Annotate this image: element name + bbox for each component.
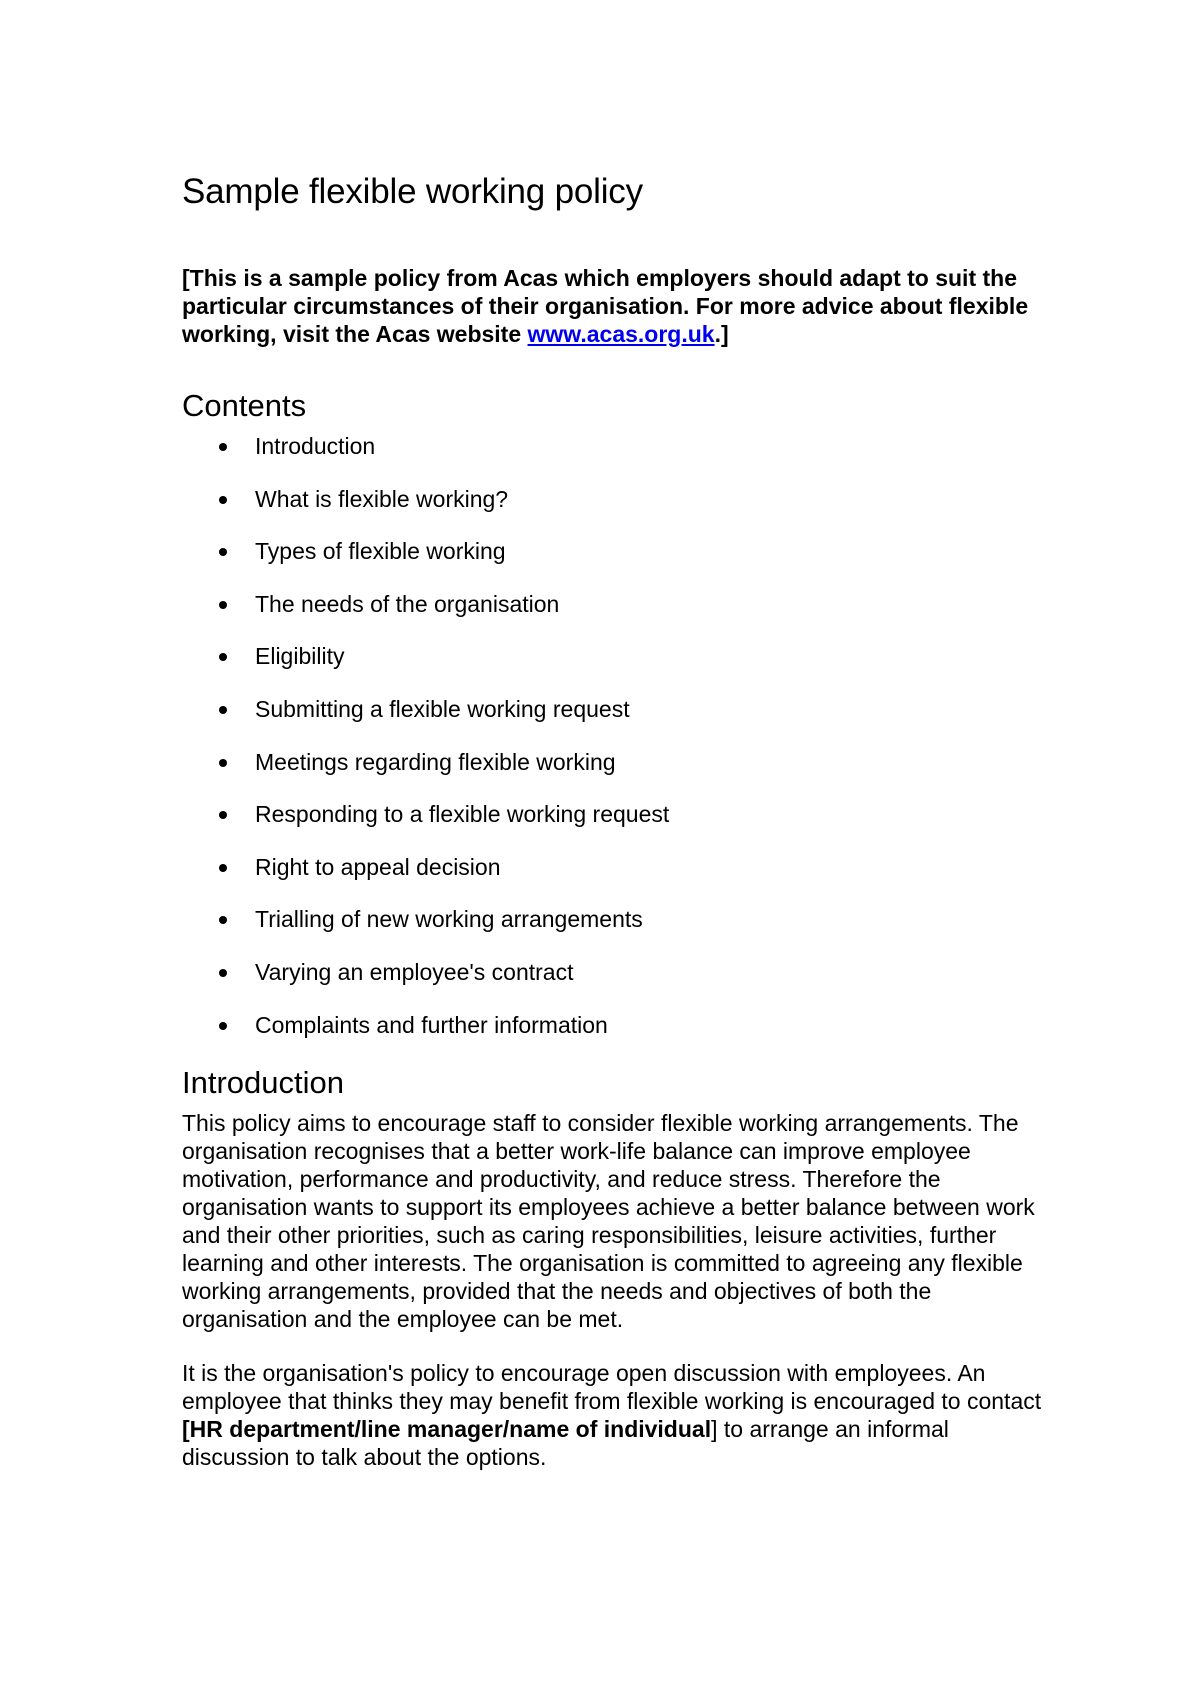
bullet-icon [219,969,227,977]
contents-item-label: Varying an employee's contract [255,958,574,985]
contents-item-label: Complaints and further information [255,1011,608,1038]
contents-item-label: What is flexible working? [255,485,509,512]
contents-item-label: Introduction [255,433,376,459]
bullet-icon [219,496,227,504]
contents-item-label: Eligibility [255,643,345,670]
bullet-icon [219,653,227,661]
list-item [182,537,1042,565]
list-item [182,853,1042,881]
list-item [182,905,1042,933]
contact-placeholder: [HR department/line manager/name of individual [182,1416,712,1443]
paragraph-2-text-before: It is the organisation's policy to encourage open discussion with employees. An employee that thinks they may benefit from flexible working is encouraged to contact [182,1360,1042,1415]
sample-policy-note [182,264,1042,348]
note-text-before: [This is a sample policy from Acas which employers should adapt to suit the particular circumstances of their organisation. For more advice about flexible working, visit the Acas website [182,265,1029,347]
bullet-icon [219,864,227,872]
bullet-icon [219,811,227,819]
bullet-icon [219,916,227,924]
bullet-icon [219,548,227,556]
note-text-after: .] [714,321,729,347]
list-item [182,695,1042,723]
introduction-paragraph-1: This policy aims to encourage staff to consider flexible working arrangements. The organisation recognises that a better work-life balance can improve employee motivation, performance and productivity, and reduce stress. Therefore the organisation wants to support its employees achieve a better balance between work and their other priorities, such as caring responsibilities, leisure activities, further learning and other interests. The organisation is committed to agreeing any flexible working arrangements, provided that the needs and objectives of both the organisation and the employee can be met. [182,1110,1035,1333]
bullet-icon [219,443,227,451]
list-item [182,590,1042,618]
acas-website-link[interactable]: www.acas.org.uk [527,321,715,347]
list-item [182,485,1042,513]
bullet-icon [219,759,227,767]
contents-heading: Contents [182,388,307,423]
list-item [182,432,1042,460]
bullet-icon [219,1022,227,1030]
introduction-heading: Introduction [182,1065,344,1101]
bullet-icon [219,706,227,714]
contents-item-label: The needs of the organisation [255,590,560,617]
list-item [182,800,1042,828]
contents-item-label: Submitting a flexible working request [255,695,630,722]
page-title: Sample flexible working policy [182,172,643,211]
paragraph-2-text-after: ] to arrange an informal discussion to talk about the options. [182,1416,949,1471]
contents-list [182,432,1042,1039]
contents-item-label: Types of flexible working [255,538,506,565]
contents-item-label: Responding to a flexible working request [255,801,670,828]
list-item [182,1011,1042,1039]
list-item [182,958,1042,986]
list-item [182,642,1042,670]
contents-item-label: Right to appeal decision [255,853,501,880]
document-page [182,168,1042,1471]
introduction-paragraph-2 [182,1359,1042,1471]
contents-item-label: Meetings regarding flexible working [255,748,616,775]
contents-item-label: Trialling of new working arrangements [255,906,643,933]
bullet-icon [219,601,227,609]
list-item [182,748,1042,776]
